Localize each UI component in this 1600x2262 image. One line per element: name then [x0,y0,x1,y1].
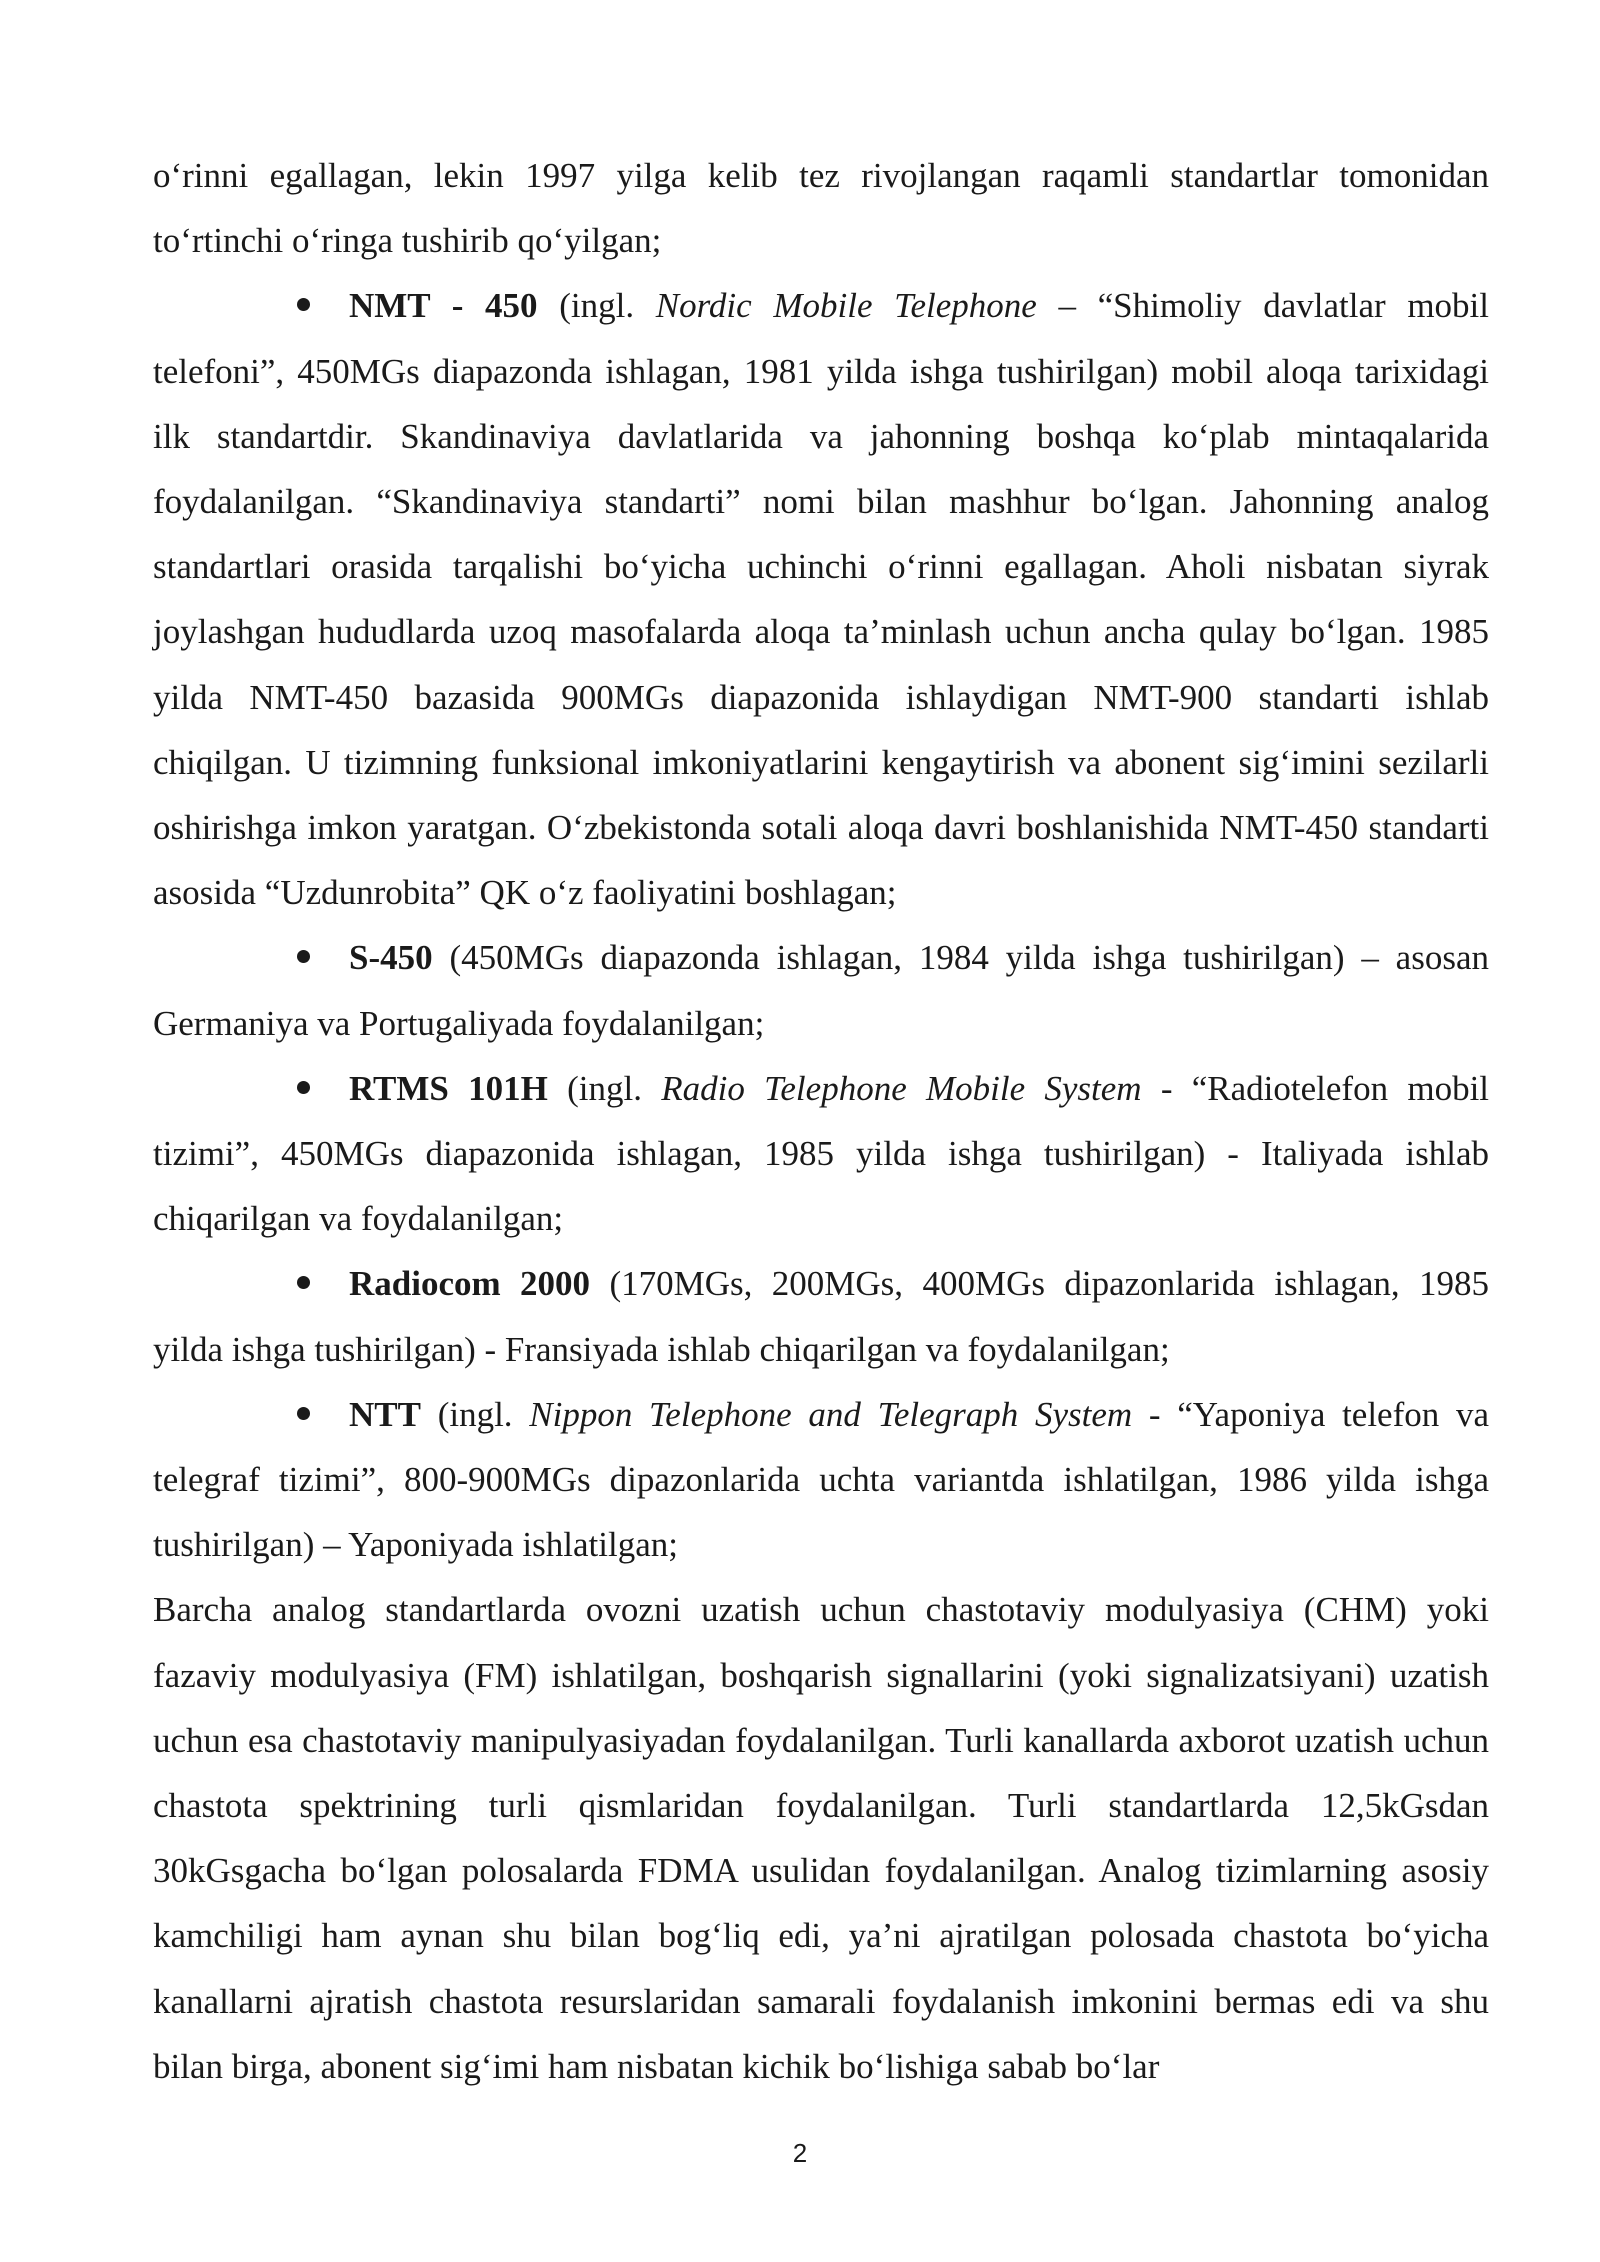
bullet-dot-icon [299,1251,349,1316]
bullet-item-ntt [153,1382,1489,1578]
document-body [153,143,1489,2099]
bullet-item-s-450 [153,925,1489,1055]
bullet-text: (ingl. [547,1068,662,1108]
paragraph-analog-summary: Barcha analog standartlarda ovozni uzatish uchun chastotaviy modulyasiya (CHM) yoki fazaviy modulyasiya (FM) ishlatilgan, boshqarish signallarini (yoki signalizatsiyani) uzatish uchun esa chastotaviy manipulyasiyadan foydalanilgan. Turli kanallarda axborot uzatish uchun chastota spektrining turli qismlaridan foydalanilgan. Turli standartlarda 12,5kGsdan 30kGsgacha bo‘lgan polosalarda FDMA usulidan foydalanilgan. Analog tizimlarning asosiy kamchiligi ham aynan shu bilan bog‘liq edi, ya’ni ajratilgan polosada chastota bo‘yicha kanallarni ajratish chastota resurslaridan samarali foydalanish imkonini bermas edi va shu bilan birga, abonent sig‘imi ham nisbatan kichik bo‘lishiga sabab bo‘lar [153,1590,1489,2086]
bullet-item-radiocom-2000 [153,1251,1489,1381]
bullet-english-name: Nippon Telephone and Telegraph System [529,1394,1133,1434]
bullet-text: – “Shimoliy davlatlar mobil telefoni”, 450MGs diapazonda ishlagan, 1981 yilda ishga tushirilgan) mobil aloqa tarixidagi ilk standartdir. Skandinaviya davlatlarida va jahonning boshqa ko‘plab mintaqalarida foydalanilgan. “Skandinaviya standarti” nomi bilan mashhur bo‘lgan. Jahonning analog standartlari orasida tarqalishi bo‘yicha uchinchi o‘rinni egallagan. Aholi nisbatan siyrak joylashgan hududlarda uzoq masofalarda aloqa ta’minlash uchun ancha qulay bo‘lgan. 1985 yilda NMT-450 bazasida 900MGs diapazonida ishlaydigan NMT-900 standarti ishlab chiqilgan. U tizimning funksional imkoniyatlarini kengaytirish va abonent sig‘imini sezilarli oshirishga imkon yaratgan. O‘zbekistonda sotali aloqa davri boshlanishida NMT-450 standarti asosida “Uzdunrobita” QK o‘z faoliyatini boshlagan; [153,286,1489,913]
paragraph-intro: o‘rinni egallagan, lekin 1997 yilga kelib tez rivojlangan raqamli standartlar tomonidan to‘rtinchi o‘ringa tushirib qo‘yilgan; [153,156,1489,261]
bullet-text: (450MGs diapazonda ishlagan, 1984 yilda ishga tushirilgan) – asosan Germaniya va Portugaliyada foydalanilgan; [153,938,1489,1043]
bullet-english-name: Nordic Mobile Telephone [655,286,1037,326]
bullet-dot-icon [299,1056,349,1121]
bullet-term: NMT - 450 [349,286,538,326]
bullet-dot-icon [299,273,349,338]
bullet-term: RTMS 101H [349,1068,548,1108]
bullet-dot-icon [299,1382,349,1447]
bullet-text: - “Yaponiya telefon va telegraf tizimi”, 800-900MGs dipazonlarida uchta variantda ishlatilgan, 1986 yilda ishga tushirilgan) – Yaponiyada ishlatilgan; [153,1394,1489,1565]
bullet-text: (170MGs, 200MGs, 400MGs dipazonlarida ishlagan, 1985 yilda ishga tushirilgan) - Fransiyada ishlab chiqarilgan va foydalanilgan; [153,1264,1490,1369]
bullet-dot-icon [299,925,349,990]
bullet-text: (ingl. [420,1394,530,1434]
bullet-text: - “Radiotelefon mobil tizimi”, 450MGs diapazonida ishlagan, 1985 yilda ishga tushirilgan) - Italiyada ishlab chiqarilgan va foydalanilgan; [153,1068,1490,1239]
bullet-english-name: Radio Telephone Mobile System [661,1068,1142,1108]
bullet-term: Radiocom 2000 [349,1264,591,1304]
bullet-item-nmt-450 [153,273,1489,925]
bullet-text: (ingl. [537,286,656,326]
bullet-term: NTT [349,1394,421,1434]
bullet-term: S-450 [349,938,433,978]
bullet-item-rtms-101h [153,1056,1489,1252]
page-number: 2 [792,2138,808,2168]
